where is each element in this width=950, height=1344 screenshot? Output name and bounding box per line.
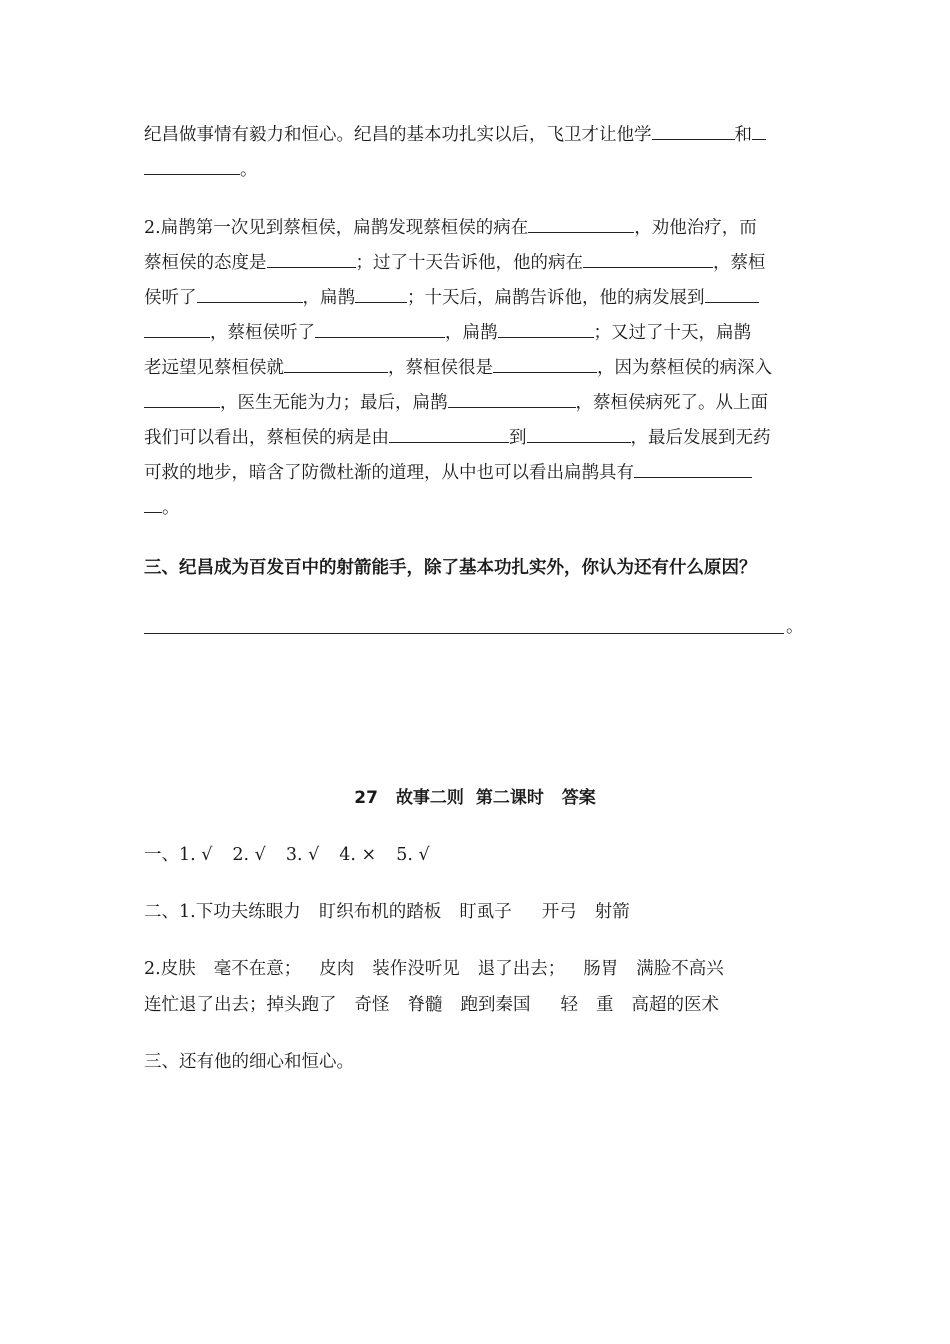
lesson-name: 故事二则 bbox=[395, 788, 464, 808]
blank[interactable] bbox=[197, 284, 303, 303]
q3-answer-line[interactable] bbox=[144, 633, 784, 634]
q2-line-1: 2.扁鹊第一次见到蔡桓侯，扁鹊发现蔡桓侯的病在 ，劝他治疗，而 bbox=[144, 211, 806, 246]
blank[interactable] bbox=[528, 214, 634, 233]
answer-1: 一、1. √ 2. √ 3. √ 4. × 5. √ bbox=[144, 845, 430, 865]
blank[interactable] bbox=[493, 354, 597, 373]
blank[interactable] bbox=[144, 319, 210, 338]
lesson-number: 27 bbox=[354, 788, 378, 808]
answer-3-line-2: 连忙退了出去；掉头跑了 奇怪 脊髓 跑到秦国 轻 重 高超的医术 bbox=[144, 995, 719, 1015]
q2-line-3: 侯听了 ，扁鹊 ；十天后，扁鹊告诉他，他的病发展到 bbox=[144, 281, 806, 316]
blank[interactable] bbox=[284, 354, 388, 373]
q2-paragraph bbox=[144, 211, 806, 526]
q2-line-4: ，蔡桓侯听了 ，扁鹊 ；又过了十天，扁鹊 bbox=[144, 316, 806, 351]
blank[interactable] bbox=[498, 319, 594, 338]
answer-title bbox=[144, 783, 806, 813]
answer-4: 三、还有他的细心和恒心。 bbox=[144, 1052, 354, 1072]
blank[interactable] bbox=[527, 424, 631, 443]
answer-3-line-1: 2.皮肤 毫不在意； 皮肉 装作没听见 退了出去； 肠胃 满脸不高兴 bbox=[144, 959, 724, 979]
blank[interactable] bbox=[652, 121, 735, 140]
blank[interactable] bbox=[315, 319, 445, 338]
answer-2: 二、1.下功夫练眼力 盯织布机的踏板 盯虱子 开弓 射箭 bbox=[144, 902, 630, 922]
blank[interactable] bbox=[144, 494, 162, 513]
blank[interactable] bbox=[705, 284, 759, 303]
q2-line-7: 我们可以看出，蔡桓侯的病是由 到 ，最后发展到无药 bbox=[144, 421, 806, 456]
blank[interactable] bbox=[583, 249, 713, 268]
blank[interactable] bbox=[634, 459, 752, 478]
q2-line-6: ，医生无能为力；最后，扁鹊 ，蔡桓侯病死了。从上面 bbox=[144, 386, 806, 421]
q2-line-9: 。 bbox=[144, 491, 806, 526]
blank[interactable] bbox=[752, 121, 766, 140]
blank[interactable] bbox=[448, 389, 576, 408]
blank[interactable] bbox=[144, 156, 240, 175]
blank[interactable] bbox=[144, 389, 220, 408]
q1-line-1: 纪昌做事情有毅力和恒心。纪昌的基本功扎实以后，飞卫才让他学 和 bbox=[144, 118, 806, 153]
q2-line-5: 老远望见蔡桓侯就 ，蔡桓侯很是 ，因为蔡桓侯的病深入 bbox=[144, 351, 806, 386]
q2-line-2: 蔡桓侯的态度是 ；过了十天告诉他，他的病在 ，蔡桓 bbox=[144, 246, 806, 281]
blank[interactable] bbox=[389, 424, 509, 443]
q1-line-2: 。 bbox=[144, 153, 806, 188]
lesson-period: 第二课时 bbox=[475, 788, 544, 808]
blank[interactable] bbox=[267, 249, 356, 268]
q3-heading: 三、纪昌成为百发百中的射箭能手，除了基本功扎实外，你认为还有什么原因？ bbox=[144, 558, 757, 578]
q3-period: 。 bbox=[786, 617, 804, 637]
answer-label: 答案 bbox=[561, 788, 596, 808]
q1-paragraph bbox=[144, 118, 806, 188]
q2-line-8: 可救的地步，暗含了防微杜渐的道理，从中也可以看出扁鹊具有 bbox=[144, 456, 806, 491]
blank[interactable] bbox=[355, 284, 407, 303]
